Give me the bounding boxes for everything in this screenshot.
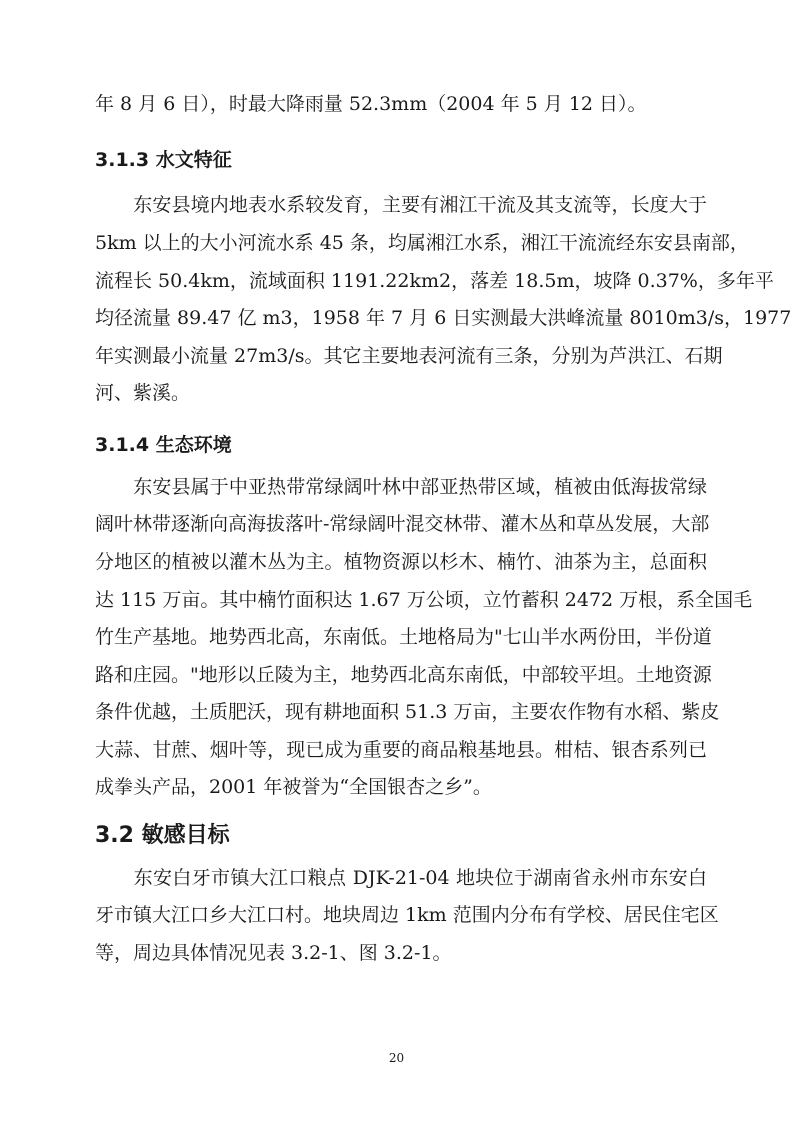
paragraph-line: 年实测最小流量 27m3/s。其它主要地表河流有三条，分别为芦洪江、石期 (95, 345, 723, 367)
paragraph-line: 路和庄园。"地形以丘陵为主，地势西北高东南低，中部较平坦。土地资源 (95, 664, 712, 686)
paragraph-line: 成拳头产品，2001 年被誉为“全国银杏之乡”。 (95, 776, 492, 798)
paragraph-line: 均径流量 89.47 亿 m3，1958 年 7 月 6 日实测最大洪峰流量 8010m3/s，1977 (95, 307, 792, 329)
paragraph-line: 竹生产基地。地势西北高，东南低。土地格局为"七山半水两份田，半份道 (95, 626, 712, 648)
paragraph-line: 达 115 万亩。其中楠竹面积达 1.67 万公顷，立竹蓄积 2472 万根，系全国毛 (95, 589, 753, 611)
section-heading-hydrology: 3.1.3 水文特征 (95, 149, 232, 171)
paragraph-line: 条件优越，土质肥沃，现有耕地面积 51.3 万亩，主要农作物有水稻、紫皮 (95, 701, 720, 723)
paragraph-line: 大蒜、甘蔗、烟叶等，现已成为重要的商品粮基地县。柑桔、银杏系列已 (95, 739, 707, 761)
paragraph-line: 分地区的植被以灌木丛为主。植物资源以杉木、楠竹、油茶为主，总面积 (95, 551, 707, 573)
paragraph-line: 东安白牙市镇大江口粮点 DJK-21-04 地块位于湖南省永州市东安白 (95, 867, 707, 889)
paragraph-line: 等，周边具体情况见表 3.2-1、图 3.2-1。 (95, 942, 452, 964)
paragraph-line: 阔叶林带逐渐向高海拔落叶-常绿阔叶混交林带、灌木丛和草丛发展，大部 (95, 513, 710, 535)
section-heading-sensitive-targets: 3.2 敏感目标 (95, 823, 230, 848)
paragraph-line: 流程长 50.4km，流域面积 1191.22km2，落差 18.5m，坡降 0.37%，多年平 (95, 270, 774, 292)
paragraph-line: 东安县境内地表水系较发育，主要有湘江干流及其支流等，长度大于 (95, 194, 707, 216)
page-number: 20 (388, 1051, 405, 1065)
paragraph-line: 牙市镇大江口乡大江口村。地块周边 1km 范围内分布有学校、居民住宅区 (95, 904, 719, 926)
paragraph-line: 东安县属于中亚热带常绿阔叶林中部亚热带区域，植被由低海拔常绿 (95, 476, 707, 498)
section-heading-ecology: 3.1.4 生态环境 (95, 434, 232, 456)
paragraph-line: 河、紫溪。 (95, 382, 191, 404)
intro-line: 年 8 月 6 日），时最大降雨量 52.3mm（2004 年 5 月 12 日）。 (95, 93, 647, 115)
paragraph-line: 5km 以上的大小河流水系 45 条，均属湘江水系，湘江干流流经东安县南部， (95, 232, 749, 254)
